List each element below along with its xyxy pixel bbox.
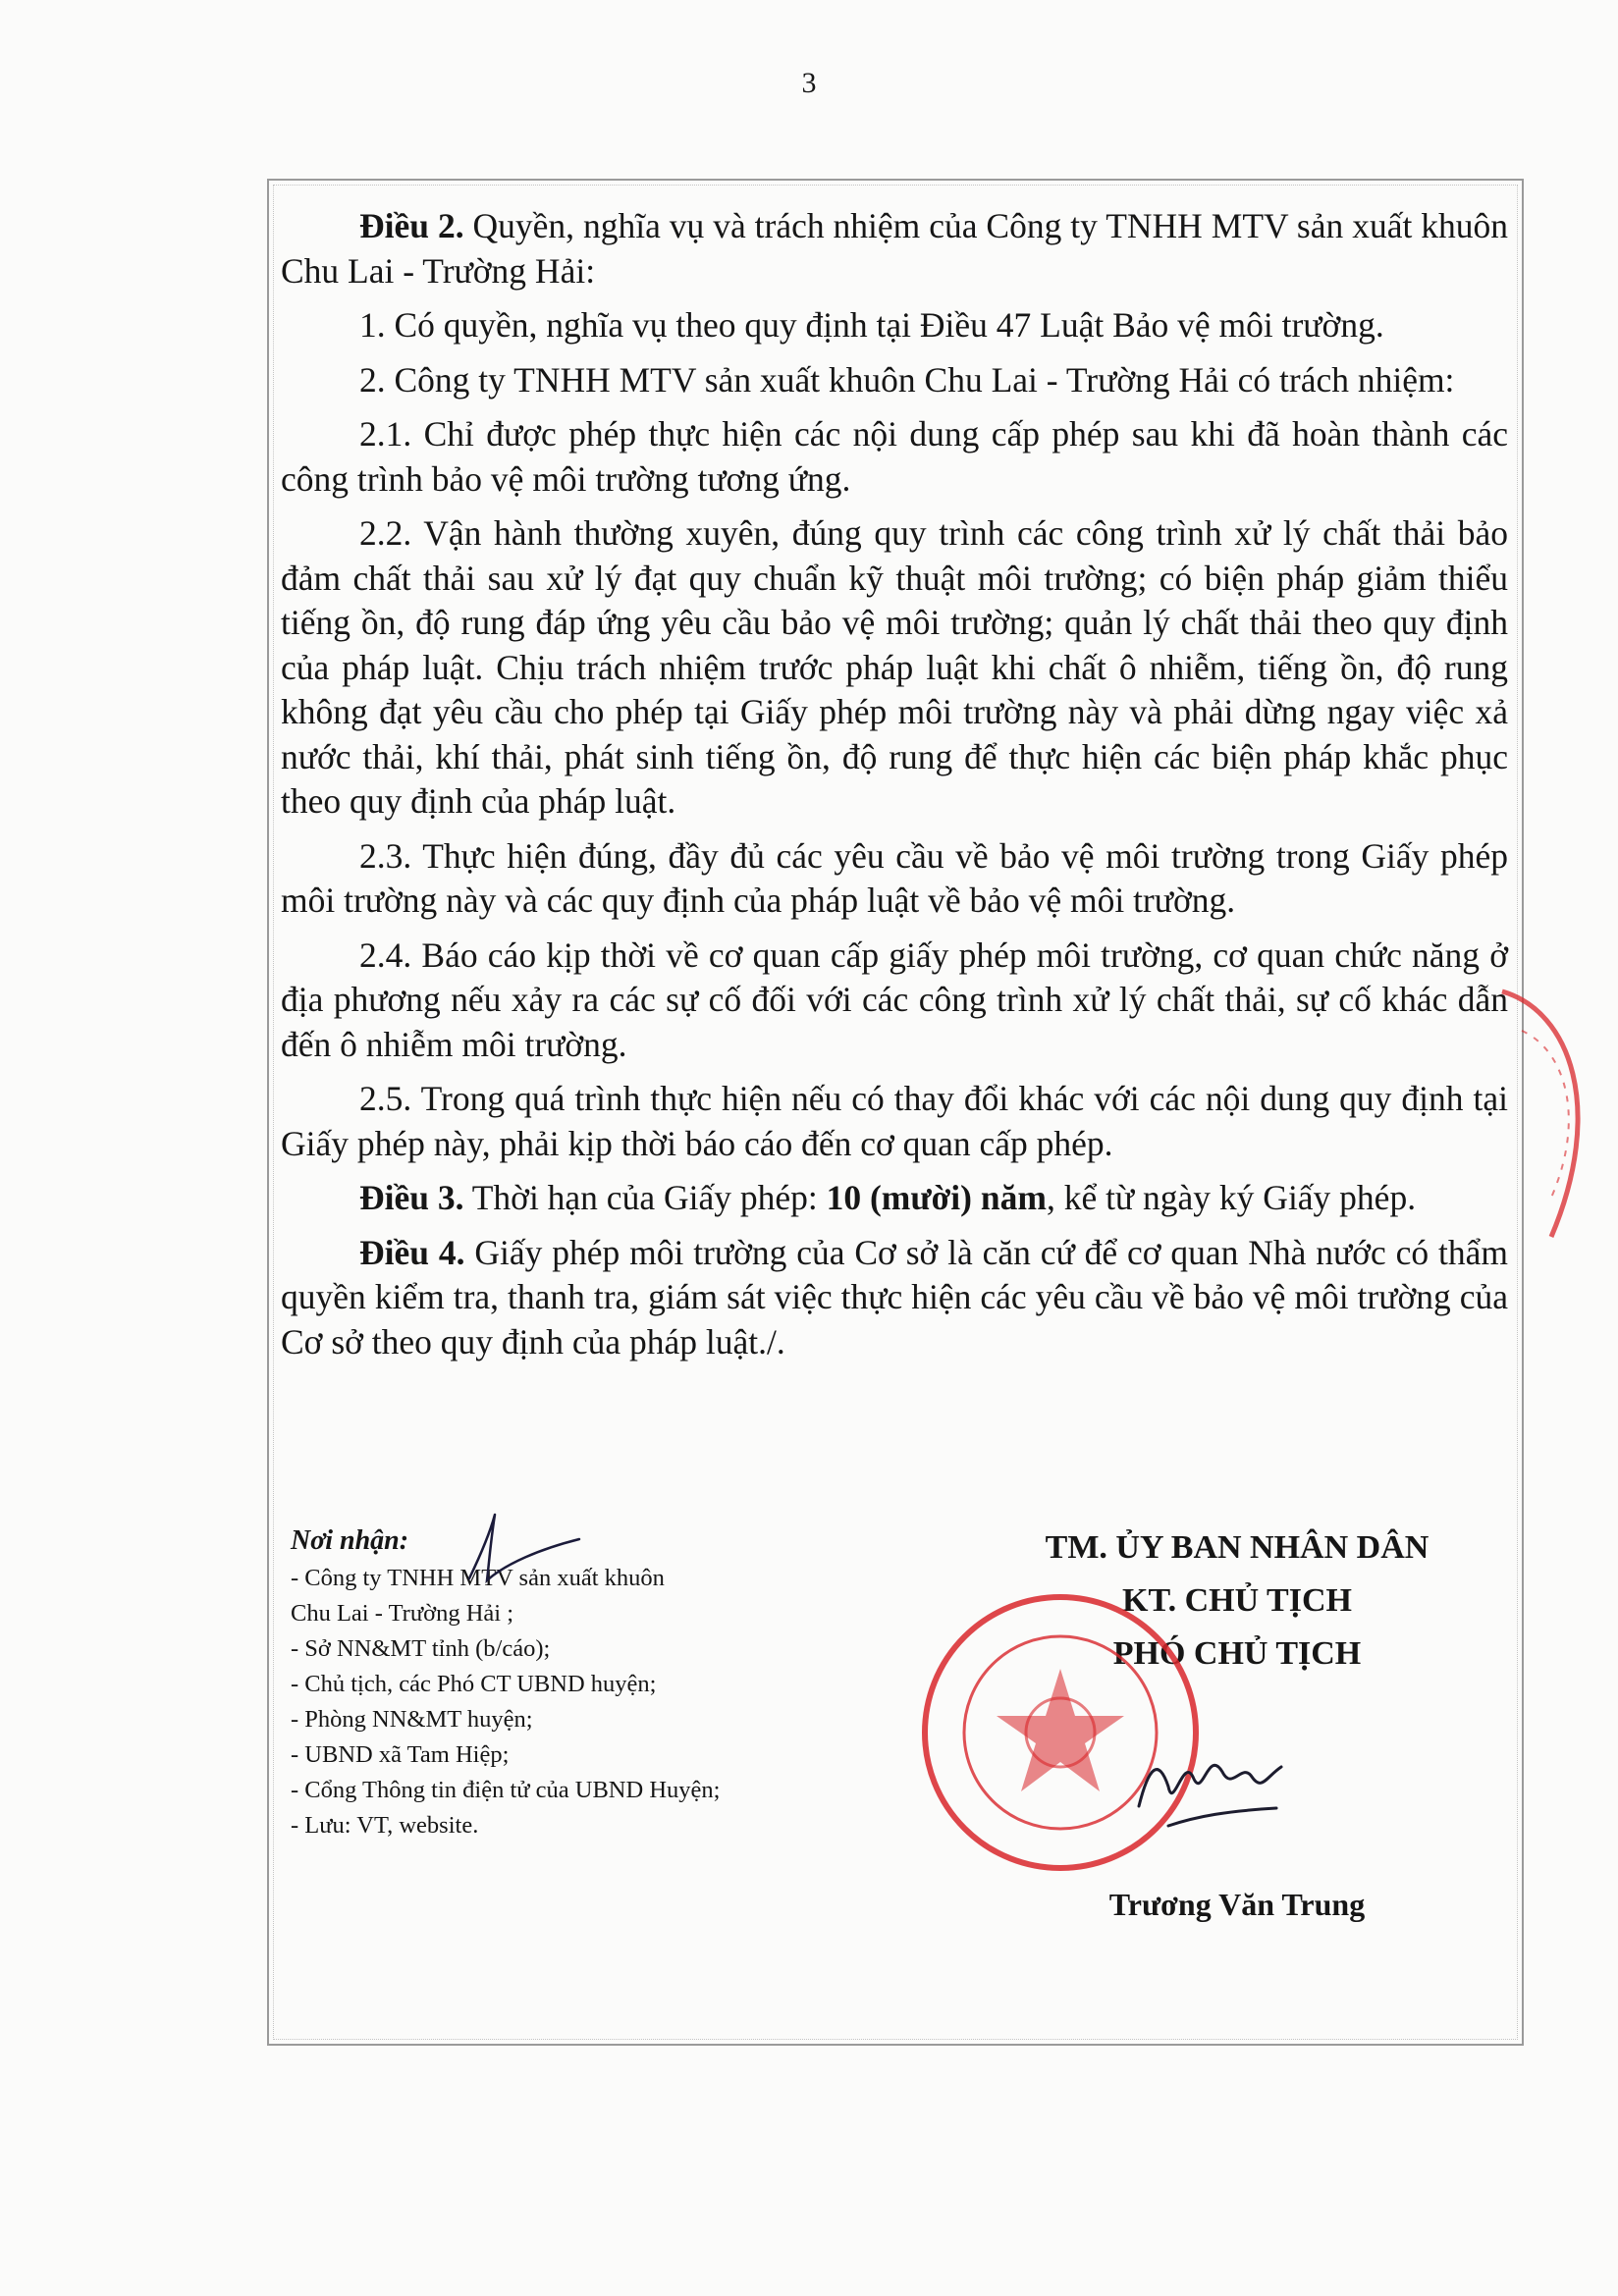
article-4-label: Điều 4.	[359, 1232, 465, 1272]
article-2-text: Quyền, nghĩa vụ và trách nhiệm của Công ty TNHH MTV sản xuất khuôn Chu Lai - Trường Hải:	[281, 206, 1509, 291]
page-number: 3	[801, 67, 817, 99]
recipient-item: - Phòng NN&MT huyện;	[291, 1706, 533, 1733]
article-3-label: Điều 3.	[359, 1178, 464, 1217]
clause-2-5: 2.5. Trong quá trình thực hiện nếu có thay đổi khác với các nội dung quy định tại Giấy phép này, phải kịp thời báo cáo đến cơ quan cấp phép.	[281, 1079, 1508, 1163]
clause-2-2: 2.2. Vận hành thường xuyên, đúng quy trình các công trình xử lý chất thải bảo đảm chất thải sau xử lý đạt quy chuẩn kỹ thuật môi trường; có biện pháp giảm thiểu tiếng ồn, độ rung đáp ứng yêu cầu bảo vệ môi trường; quản lý chất thải theo quy định của pháp luật. Chịu trách nhiệm trước pháp luật khi chất ô nhiễm, tiếng ồn, độ rung không đạt yêu cầu cho phép tại Giấy phép môi trường này và phải dừng ngay việc xả nước thải, khí thải, phát sinh tiếng ồn, độ rung để thực hiện các biện pháp khắc phục theo quy định của pháp luật.	[281, 513, 1508, 821]
clause-1: 1. Có quyền, nghĩa vụ theo quy định tại Điều 47 Luật Bảo vệ môi trường.	[359, 305, 1384, 345]
article-4-text: Giấy phép môi trường của Cơ sở là căn cứ để cơ quan Nhà nước có thẩm quyền kiểm tra, thanh tra, giám sát việc thực hiện các yêu cầu về bảo vệ môi trường của Cơ sở theo quy định của pháp luật./.	[281, 1232, 1508, 1362]
article-3-text-after: , kể từ ngày ký Giấy phép.	[1046, 1178, 1417, 1217]
recipient-item: - UBND xã Tam Hiệp;	[291, 1741, 510, 1768]
signer-delegation: KT. CHỦ TỊCH	[1122, 1582, 1352, 1619]
recipient-item: - Cổng Thông tin điện tử của UBND Huyện;	[291, 1777, 721, 1803]
article-3	[281, 1176, 1508, 1221]
recipient-item: - Chủ tịch, các Phó CT UBND huyện;	[291, 1671, 657, 1697]
recipient-item: - Sở NN&MT tỉnh (b/cáo);	[291, 1635, 551, 1662]
article-2	[281, 204, 1508, 294]
article-3-text-before: Thời hạn của Giấy phép:	[463, 1178, 827, 1217]
initial-mark	[452, 1510, 589, 1588]
signature-mark	[1129, 1718, 1286, 1855]
clause-2-3: 2.3. Thực hiện đúng, đầy đủ các yêu cầu về bảo vệ môi trường trong Giấy phép môi trường này và các quy định của pháp luật về bảo vệ môi trường.	[281, 835, 1508, 920]
recipients-title: Nơi nhận:	[291, 1525, 409, 1556]
signer-org: TM. ỦY BAN NHÂN DÂN	[1045, 1529, 1429, 1566]
recipient-item: - Lưu: VT, website.	[291, 1812, 479, 1839]
license-duration: 10 (mười) năm	[826, 1178, 1047, 1217]
clause-2-4: 2.4. Báo cáo kịp thời về cơ quan cấp giấy phép môi trường, cơ quan chức năng ở địa phương nếu xảy ra các sự cố đối với các công trình xử lý chất thải, sự cố khác dẫn đến ô nhiễm môi trường.	[281, 934, 1508, 1064]
article-4	[281, 1231, 1508, 1365]
document-body	[281, 204, 1508, 1374]
recipient-item: - Công ty TNHH MTV sản xuất khuôn	[291, 1565, 665, 1591]
clause-2: 2. Công ty TNHH MTV sản xuất khuôn Chu Lai - Trường Hải có trách nhiệm:	[359, 359, 1455, 400]
signer-title: PHÓ CHỦ TỊCH	[1112, 1635, 1362, 1672]
page-edge-seal-icon	[1492, 972, 1610, 1247]
signer-name: Trương Văn Trung	[1108, 1887, 1366, 1922]
clause-2-1: 2.1. Chỉ được phép thực hiện các nội dung cấp phép sau khi đã hoàn thành các công trình bảo vệ môi trường tương ứng.	[281, 414, 1508, 499]
recipient-item: Chu Lai - Trường Hải ;	[291, 1600, 514, 1627]
article-2-label: Điều 2.	[359, 206, 464, 245]
